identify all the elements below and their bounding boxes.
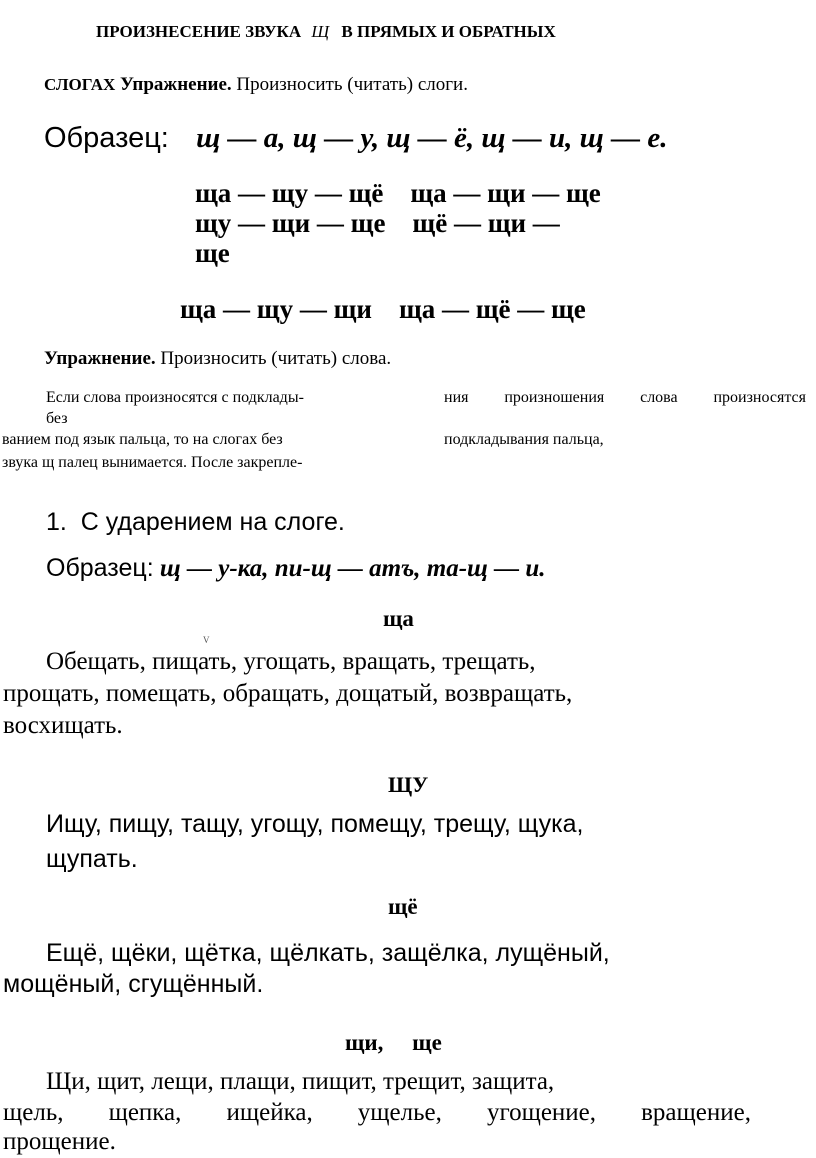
sample-1 — [44, 122, 667, 155]
schi-words-line-2 — [3, 1099, 751, 1127]
note-right-word: ния — [444, 389, 469, 406]
schu-words-line-1: Ищу, пищу, тащу, угощу, помещу, трещу, щука, — [46, 810, 584, 838]
word: щель, — [3, 1099, 64, 1126]
group-header-schyo: щё — [388, 894, 418, 919]
syllable-row-4: ща — щу — щи ща — щё — ще — [180, 294, 586, 324]
title-part-2: В ПРЯМЫХ И ОБРАТНЫХ — [341, 22, 556, 41]
sample-2-label: Образец: — [46, 554, 154, 582]
schyo-words-line-2: мощёный, сгущённый. — [3, 970, 264, 998]
stress-mark: V — [203, 635, 210, 645]
scha-words-line-2: прощать, помещать, обращать, дощатый, возвращать, — [3, 680, 573, 707]
scha-words-line-3: восхищать. — [3, 712, 123, 739]
exercise-2-label: Упражнение. — [44, 348, 156, 369]
scha-words-line-1: Обещать, пищать, угощать, вращать, трещать, — [46, 648, 536, 675]
schu-words-line-2: щупать. — [46, 845, 138, 873]
note-right-line-2: подкладывания пальца, — [444, 431, 604, 448]
word: ущелье, — [357, 1099, 442, 1126]
schi-words-line-1: Щи, щит, лещи, плащи, пищит, трещит, защита, — [46, 1068, 555, 1095]
note-left-line-3: ванием под язык пальца, то на слогах без — [2, 431, 283, 448]
word: ищейка, — [226, 1099, 313, 1126]
word: щепка, — [108, 1099, 182, 1126]
word: угощение, — [486, 1099, 597, 1126]
note-right-word: слова — [640, 389, 678, 406]
syllable-row-2: щу — щи — ще щё — щи — — [195, 208, 560, 238]
note-left-line-4: звука щ палец вынимается. После закрепле- — [2, 454, 303, 471]
sample-1-label: Образец: — [44, 122, 169, 154]
note-left-line-1: Если слова произносятся с подклады- — [46, 389, 304, 406]
exercise-2-line — [44, 348, 391, 370]
item-1-heading: 1. С ударением на слоге. — [46, 508, 345, 536]
syllable-row-1: ща — щу — щё ща — щи — ще — [195, 178, 601, 208]
exercise-1-text: Произносить (читать) слоги. — [236, 74, 468, 95]
note-left-line-2: без — [46, 410, 68, 427]
schi-words-line-3: прощение. — [3, 1128, 116, 1155]
word: вращение, — [641, 1099, 751, 1126]
exercise-1-label: Упражнение. — [120, 74, 232, 95]
group-header-schi-sche: щи, ще — [345, 1030, 442, 1055]
title-part-3: СЛОГАХ — [44, 75, 116, 94]
page-title — [96, 22, 556, 42]
sample-2 — [46, 554, 546, 583]
sample-2-text: щ — у-ка, пи-щ — атъ, та-щ — и. — [159, 555, 546, 582]
note-right-word: произношения — [504, 389, 605, 406]
note-right-line-1 — [444, 389, 806, 407]
exercise-2-text: Произносить (читать) слова. — [160, 348, 392, 369]
schyo-words-line-1: Ещё, щёки, щётка, щёлкать, защёлка, лущёный, — [46, 939, 610, 967]
syllable-row-3: ще — [195, 238, 230, 268]
title-part-1: ПРОИЗНЕСЕНИЕ ЗВУКА — [96, 22, 302, 41]
sample-1-text: щ — а, щ — у, щ — ё, щ — и, щ — е. — [196, 122, 668, 154]
exercise-1-line — [44, 74, 468, 96]
title-sound-letter: Щ — [311, 22, 330, 41]
note-right-word: произносятся — [713, 389, 806, 406]
group-header-scha: ща — [383, 606, 414, 631]
group-header-schu: ЩУ — [388, 772, 429, 797]
